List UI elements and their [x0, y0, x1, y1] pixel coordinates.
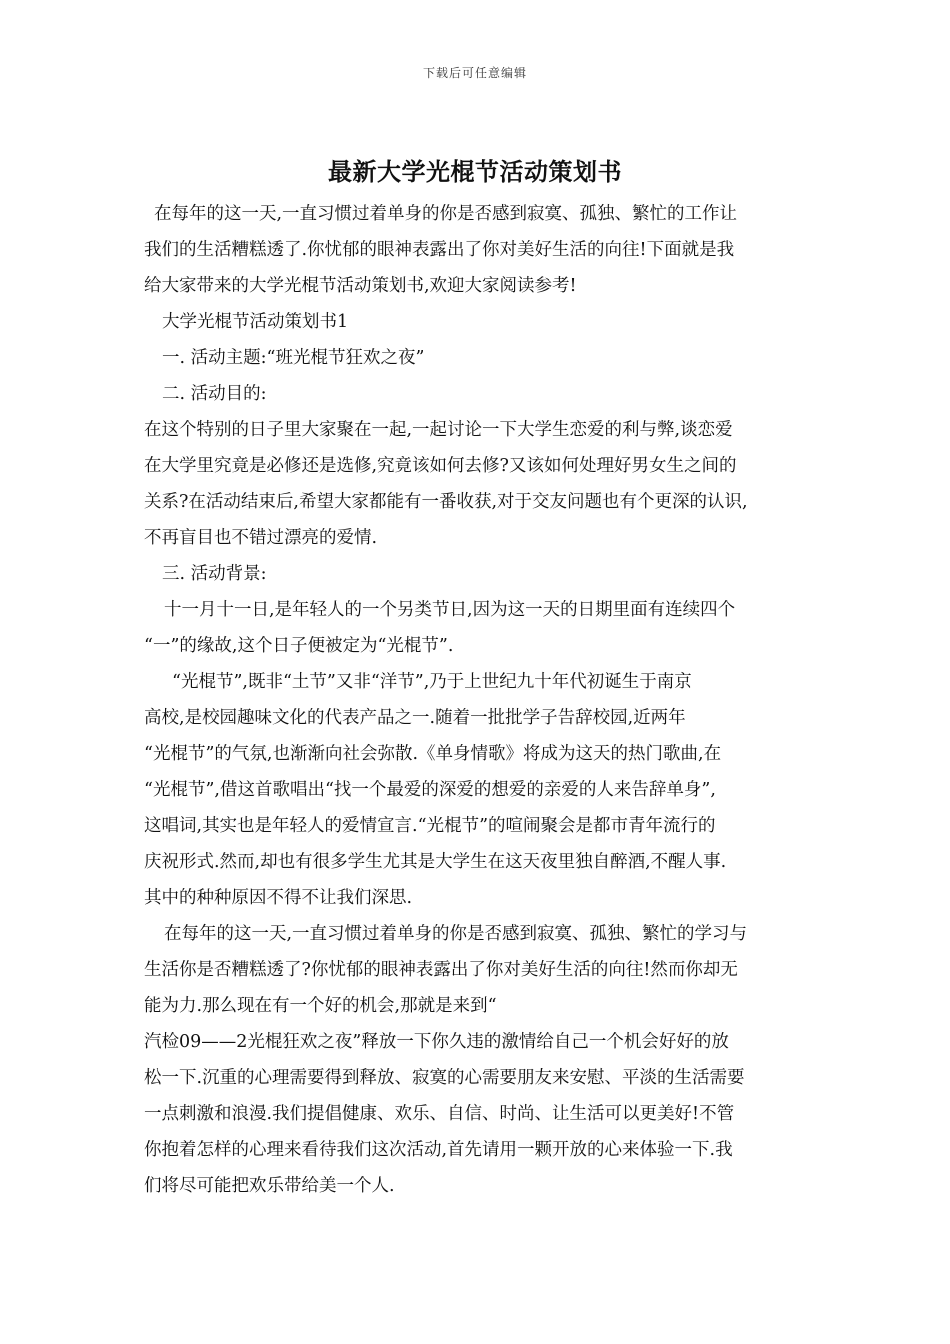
- paragraph-line: 这唱词,其实也是年轻人的爱情宣言.“光棍节”的喧闹聚会是都市青年流行的: [144, 816, 716, 836]
- header-note: 下载后可任意编辑: [422, 66, 527, 80]
- paragraph-line: 不再盲目也不错过漂亮的爱情.: [144, 528, 378, 548]
- paragraph-line: 汽检09——2光棍狂欢之夜”释放一下你久违的激情给自己一个机会好好的放: [144, 1032, 729, 1052]
- paragraph-line: 关系?在活动结束后,希望大家都能有一番收获,对于交友问题也有个更深的认识,: [144, 492, 748, 512]
- section-heading: 大学光棍节活动策划书1: [162, 312, 349, 332]
- paragraph-line: 们将尽可能把欢乐带给美一个人.: [144, 1176, 395, 1196]
- paragraph-line: 我们的生活糟糕透了.你忧郁的眼神表露出了你对美好生活的向往!下面就是我: [144, 240, 735, 260]
- paragraph-line: 十一月十一日,是年轻人的一个另类节日,因为这一天的日期里面有连续四个: [164, 600, 736, 620]
- section-heading: 二. 活动目的:: [162, 384, 267, 404]
- document-body: [144, 196, 814, 1204]
- paragraph-line: 在这个特别的日子里大家聚在一起,一起讨论一下大学生恋爱的利与弊,谈恋爱: [144, 420, 733, 440]
- section-heading: 一. 活动主题:“班光棍节狂欢之夜”: [162, 348, 425, 368]
- paragraph-line: 给大家带来的大学光棍节活动策划书,欢迎大家阅读参考!: [144, 276, 577, 296]
- paragraph-line: 在每年的这一天,一直习惯过着单身的你是否感到寂寞、孤独、繁忙的工作让: [154, 204, 738, 224]
- paragraph-line: “光棍节”,借这首歌唱出“找一个最爱的深爱的想爱的亲爱的人来告辞单身”,: [144, 780, 716, 800]
- paragraph-line: 生活你是否糟糕透了?你忧郁的眼神表露出了你对美好生活的向往!然而你却无: [144, 960, 738, 980]
- paragraph-line: 你抱着怎样的心理来看待我们这次活动,首先请用一颗开放的心来体验一下.我: [144, 1140, 733, 1160]
- paragraph-line: 松一下.沉重的心理需要得到释放、寂寞的心需要朋友来安慰、平淡的生活需要: [144, 1068, 745, 1088]
- section-heading: 三. 活动背景:: [162, 564, 267, 584]
- paragraph-line: 其中的种种原因不得不让我们深思.: [144, 888, 413, 908]
- paragraph-line: “一”的缘故,这个日子便被定为“光棍节”.: [144, 636, 454, 656]
- paragraph-line: 庆祝形式.然而,却也有很多学生尤其是大学生在这天夜里独自醉酒,不醒人事.: [144, 852, 727, 872]
- paragraph-line: 在每年的这一天,一直习惯过着单身的你是否感到寂寞、孤独、繁忙的学习与: [164, 924, 748, 944]
- paragraph-line: “光棍节”,既非“土节”又非“洋节”,乃于上世纪九十年代初诞生于南京: [172, 672, 692, 692]
- paragraph-line: “光棍节”的气氛,也渐渐向社会弥散.《单身情歌》将成为这天的热门歌曲,在: [144, 744, 722, 764]
- paragraph-line: 在大学里究竟是必修还是选修,究竟该如何去修?又该如何处理好男女生之间的: [144, 456, 737, 476]
- paragraph-line: 一点刺激和浪漫.我们提倡健康、欢乐、自信、时尚、让生活可以更美好!不管: [144, 1104, 735, 1124]
- paragraph-line: 高校,是校园趣味文化的代表产品之一.随着一批批学子告辞校园,近两年: [144, 708, 686, 728]
- document-title: 最新大学光棍节活动策划书: [328, 157, 622, 186]
- paragraph-line: 能为力.那么现在有一个好的机会,那就是来到“: [144, 996, 497, 1016]
